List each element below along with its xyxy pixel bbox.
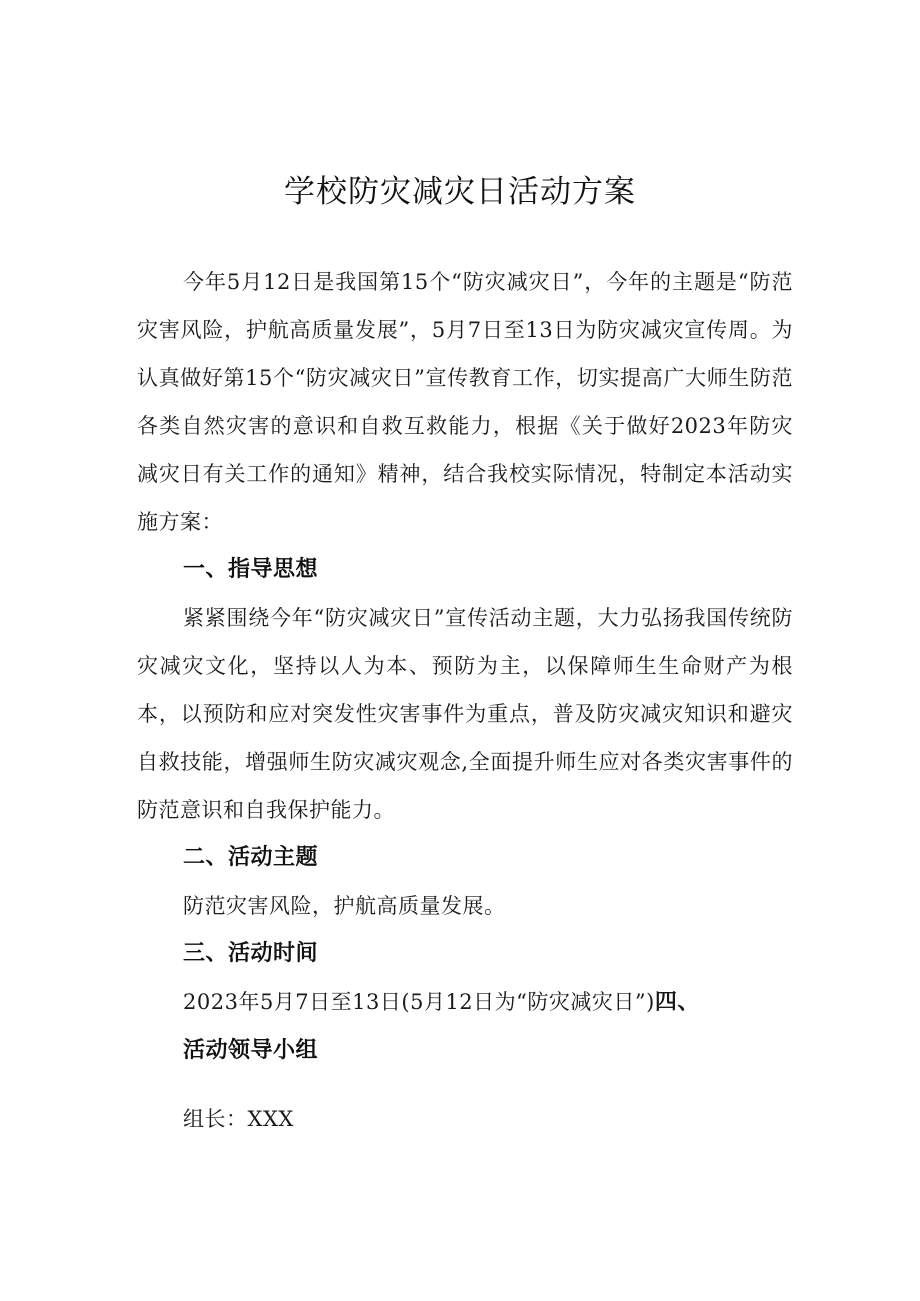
spacer <box>137 1075 793 1095</box>
section-heading-guiding-ideology: 一、指导思想 <box>183 557 319 582</box>
section-content-activity-time: 2023年5月7日至13日(5月12日为“防灾减灾日”) <box>183 990 655 1014</box>
section-content-leadership-group: 组长：XXX <box>183 1107 294 1131</box>
section-heading-leadership-group: 活动领导小组 <box>183 1038 319 1063</box>
activity-time-line <box>137 978 793 1027</box>
section-heading-activity-time: 三、活动时间 <box>183 941 319 966</box>
intro-paragraph: 今年5月12日是我国第15个“防灾减灾日”，今年的主题是“防范灾害风险，护航高质量发展”，5月7日至13日为防灾减灾宣传周。为认真做好第15个“防灾减灾日”宣传教育工作，切实提高广大师生防范各类自然灾害的意识和自救互救能力，根据《关于做好2023年防灾减灾日有关工作的通知》精神，结合我校实际情况，特制定本活动实施方案： <box>137 270 793 534</box>
section-content-guiding-ideology: 紧紧围绕今年“防灾减灾日”宣传活动主题，大力弘扬我国传统防灾减灾文化，坚持以人为本、预防为主，以保障师生生命财产为根本，以预防和应对突发性灾害事件为重点，普及防灾减灾知识和避灾自救技能，增强师生防灾减灾观念,全面提升师生应对各类灾害事件的防范意识和自我保护能力。 <box>137 606 793 822</box>
section-content-activity-theme: 防范灾害风险，护航高质量发展。 <box>183 894 506 918</box>
document-title: 学校防灾减灾日活动方案 <box>284 174 636 210</box>
document-body <box>137 258 793 1143</box>
section-heading-activity-theme: 二、活动主题 <box>183 845 319 870</box>
section-heading-leadership-prefix: 四、 <box>654 990 700 1015</box>
